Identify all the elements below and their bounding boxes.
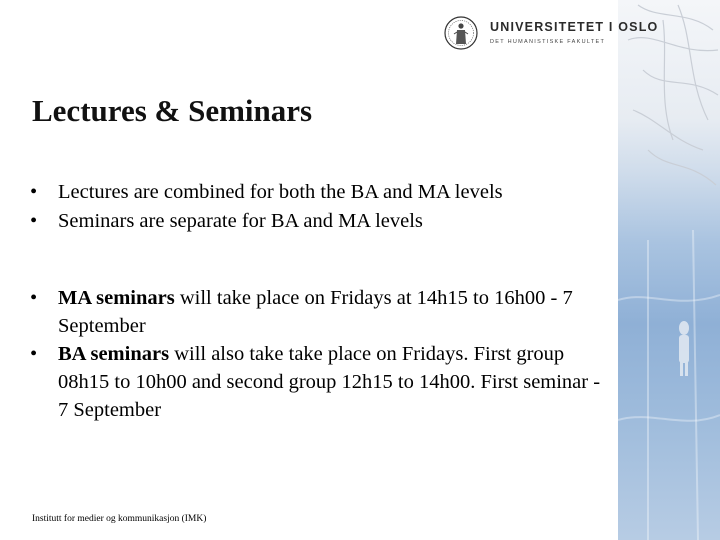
bullet-text: will also take take place on Fridays. First group 08h15 to 10h00 and second group 12h15 to 14h00. First seminar - 7 September (58, 343, 601, 421)
bullet-text: Seminars are separate for BA and MA levels (58, 210, 423, 232)
bullet-list-seminars (30, 284, 610, 424)
statue-image (618, 0, 720, 540)
bullet-icon: • (30, 343, 38, 365)
bullet-icon: • (30, 210, 38, 232)
bullet-text: will take place on Fridays at 14h15 to 16h00 - 7 September (58, 287, 573, 337)
list-item (30, 340, 610, 424)
decorative-side-band (618, 0, 720, 540)
bullet-icon: • (30, 181, 38, 203)
bullet-bold-label: MA seminars (58, 287, 175, 309)
list-item (30, 178, 610, 207)
slide-title: Lectures & Seminars (32, 93, 313, 128)
footer-institute: Institutt for medier og kommunikasjon (IMK) (32, 514, 207, 524)
bullet-list-general (30, 178, 610, 236)
faculty-name: DET HUMANISTISKE FAKULTET (490, 39, 606, 45)
list-item (30, 207, 610, 236)
university-seal-icon (444, 14, 478, 52)
university-logo (444, 14, 659, 54)
bullet-icon: • (30, 287, 38, 309)
list-item (30, 284, 610, 340)
bullet-bold-label: BA seminars (58, 343, 170, 365)
bullet-text: Lectures are combined for both the BA and MA levels (58, 181, 503, 203)
university-name: UNIVERSITETET I OSLO (490, 20, 659, 34)
